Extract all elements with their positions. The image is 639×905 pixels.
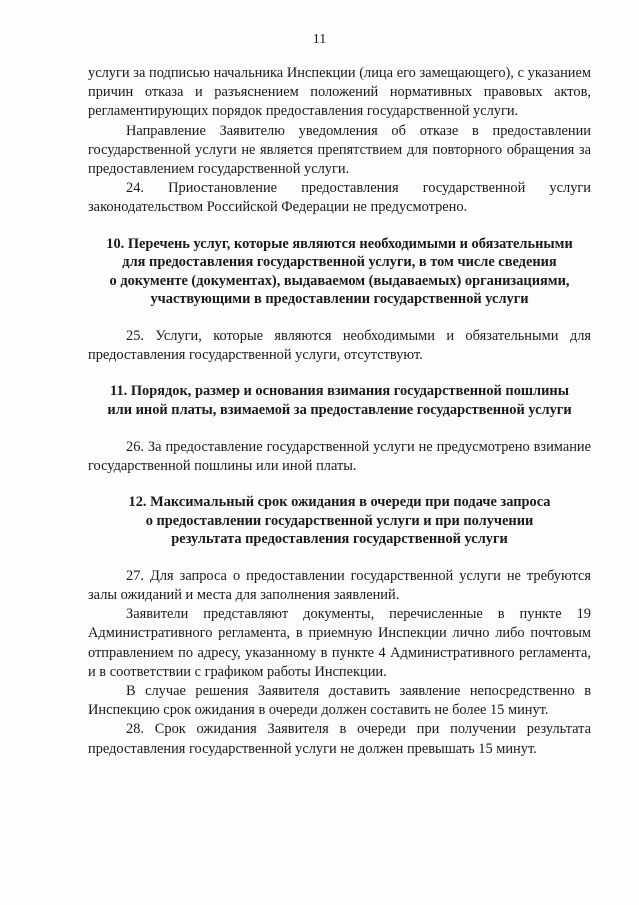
spacer: [88, 365, 591, 382]
section-11-heading: [88, 382, 591, 419]
paragraph-waiting-time-submission: В случае решения Заявителя доставить заявление непосредственно в Инспекцию срок ожидания в очереди должен составить не более 15 минут.: [88, 683, 591, 719]
paragraph-refusal-end: услуги за подписью начальника Инспекции (лица его замещающего), с указанием причин отказа и разъяснением положений нормативных правовых актов, регламентирующих порядок предоставления государственной услуги.: [88, 65, 591, 120]
paragraph-24: 24. Приостановление предоставления государственной услуги законодательством Российской Федерации не предусмотрено.: [88, 180, 591, 216]
spacer: [88, 309, 591, 327]
paragraph-28: 28. Срок ожидания Заявителя в очереди при получении результата предоставления государственной услуги не должен превышать 15 минут.: [88, 721, 591, 757]
heading-line: 12. Максимальный срок ожидания в очереди при подаче запроса: [128, 494, 551, 510]
document-body: [88, 64, 591, 759]
heading-line: о документе (документах), выдаваемом (выдаваемых) организациями,: [109, 272, 570, 289]
heading-line: участвующими в предоставлении государственной услуги: [150, 291, 529, 308]
paragraph-27: 27. Для запроса о предоставлении государственной услуги не требуются залы ожиданий и места для заполнения заявлений.: [88, 567, 591, 603]
heading-line: 10. Перечень услуг, которые являются необходимыми и обязательными: [106, 235, 573, 252]
paragraph-refusal-notice: Направление Заявителю уведомления об отказе в предоставлении государственной услуги не является препятствием для повторного обращения за предоставлением государственной услуги.: [88, 122, 591, 178]
spacer: [88, 549, 591, 567]
heading-line: о предоставлении государственной услуги и при получении: [145, 512, 534, 529]
paragraph-26: 26. За предоставление государственной услуги не предусмотрено взимание государственной пошлины или иной платы.: [88, 438, 591, 474]
spacer: [88, 476, 591, 493]
spacer: [88, 420, 591, 438]
heading-line: для предоставления государственной услуги, в том числе сведения: [122, 254, 557, 271]
heading-line: результата предоставления государственной услуги: [171, 531, 508, 548]
paragraph-25: 25. Услуги, которые являются необходимыми и обязательными для предоставления государственной услуги, отсутствуют.: [88, 328, 591, 364]
page-number: 11: [312, 32, 327, 47]
paragraph-documents-submission: Заявители представляют документы, перечисленные в пункте 19 Административного регламента, в приемную Инспекции лично либо почтовым отправлением по адресу, указанному в пункте 4 Административного регламента, и в соответствии с графиком работы Инспекции.: [88, 606, 591, 680]
section-12-heading: [88, 493, 591, 549]
section-10-heading: [88, 235, 591, 309]
heading-line: 11. Порядок, размер и основания взимания государственной пошлины: [110, 383, 569, 400]
heading-line: или иной платы, взимаемой за предоставление государственной услуги: [107, 402, 572, 418]
spacer: [88, 218, 591, 235]
